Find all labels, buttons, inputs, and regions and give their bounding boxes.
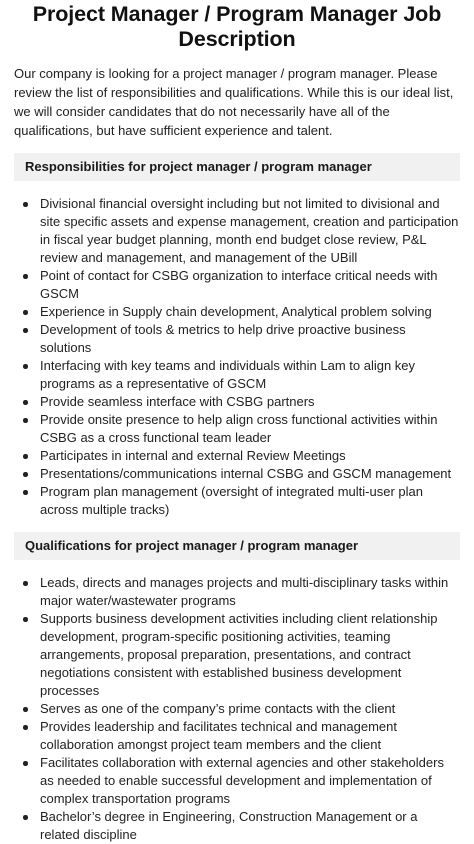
list-item: Program plan management (oversight of integrated multi-user plan across multiple tracks) bbox=[40, 483, 460, 519]
list-item: Point of contact for CSBG organization to interface critical needs with GSCM bbox=[40, 267, 460, 303]
qualifications-list bbox=[14, 574, 460, 844]
qualifications-section-header: Qualifications for project manager / program manager bbox=[14, 532, 460, 560]
list-item: Experience in Supply chain development, Analytical problem solving bbox=[40, 303, 460, 321]
list-item: Presentations/communications internal CSBG and GSCM management bbox=[40, 465, 460, 483]
list-item: Interfacing with key teams and individuals within Lam to align key programs as a representative of GSCM bbox=[40, 357, 460, 393]
list-item: Divisional financial oversight including but not limited to divisional and site specific assets and expense management, creation and participation in fiscal year budget planning, month end budget close review, P&L review and management, and management of the UBill bbox=[40, 196, 459, 265]
list-item: Participates in internal and external Review Meetings bbox=[40, 447, 460, 465]
list-item: Provide seamless interface with CSBG partners bbox=[40, 393, 460, 411]
list-item: Facilitates collaboration with external agencies and other stakeholders as needed to enable successful development and implementation of complex transportation programs bbox=[40, 754, 460, 808]
list-item: Supports business development activities including client relationship development, program-specific positioning activities, teaming arrangements, proposal preparation, presentations, and contract negotiations consistent with established business development processes bbox=[40, 610, 460, 700]
intro-paragraph: Our company is looking for a project manager / program manager. Please review the list of responsibilities and qualifications. While this is our ideal list, we will consider candidates that do not necessarily have all of the qualifications, but have sufficient experience and talent. bbox=[14, 66, 454, 138]
responsibilities-list bbox=[14, 195, 460, 519]
list-item: Provides leadership and facilitates technical and management collaboration amongst project team members and the client bbox=[40, 718, 460, 754]
list-item: Leads, directs and manages projects and multi-disciplinary tasks within major water/wastewater programs bbox=[40, 574, 460, 610]
list-item: Bachelor’s degree in Engineering, Construction Management or a related discipline bbox=[40, 808, 460, 844]
list-item: Serves as one of the company’s prime contacts with the client bbox=[40, 700, 460, 718]
responsibilities-section-header: Responsibilities for project manager / program manager bbox=[14, 153, 460, 181]
page-title: Project Manager / Program Manager Job Description bbox=[32, 2, 442, 51]
list-item: Provide onsite presence to help align cross functional activities within CSBG as a cross functional team leader bbox=[40, 411, 460, 447]
list-item: Development of tools & metrics to help drive proactive business solutions bbox=[40, 321, 460, 357]
